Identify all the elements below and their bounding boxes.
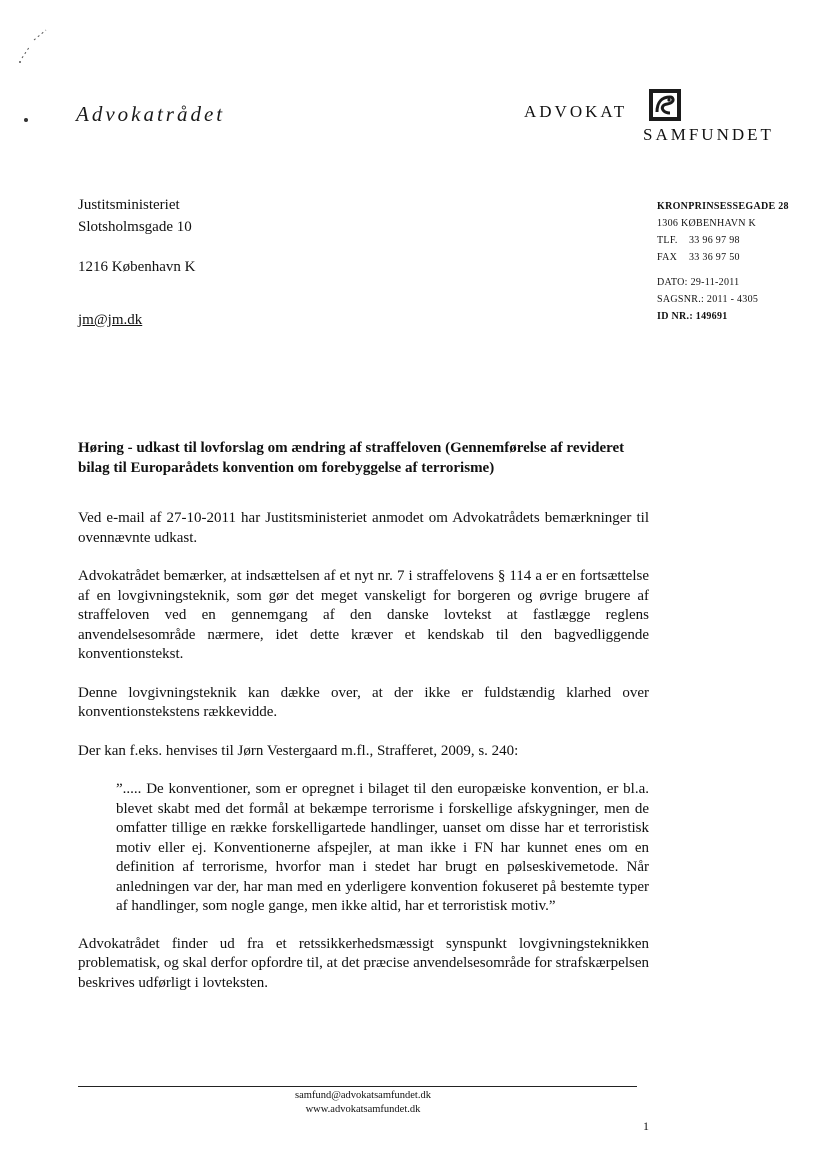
- paragraph-4: Der kan f.eks. henvises til Jørn Vestergaard m.fl., Strafferet, 2009, s. 240:: [78, 742, 519, 759]
- paragraph-1: Ved e-mail af 27-10-2011 har Justitsministeriet anmodet om Advokatrådets bemærkninger til ovennævnte udkast.: [78, 510, 649, 546]
- sender-fax: [657, 249, 789, 266]
- letter-body: [78, 509, 649, 1012]
- footer: [78, 1089, 648, 1117]
- footer-email[interactable]: samfund@advokatsamfundet.dk: [295, 1090, 431, 1101]
- paragraph-3: Denne lovgivningsteknik kan dække over, at der ikke er fuldstændig klarhed over konventionstekstens rækkevidde.: [78, 684, 649, 720]
- phone-number: 33 96 97 98: [689, 235, 740, 246]
- footer-divider: [78, 1086, 637, 1087]
- recipient-address: [78, 194, 195, 278]
- logo-line-advokat: ADVOKAT: [524, 102, 628, 121]
- sender-phone: [657, 232, 789, 249]
- case-number: SAGSNR.: 2011 - 4305: [657, 294, 759, 305]
- scan-mark: [16, 28, 56, 68]
- recipient-name: Justitsministeriet: [78, 197, 180, 213]
- block-quote: ”..... De konventioner, som er opregnet i bilaget til den europæiske konvention, er bl.a. blevet skabt med det formål at bekæmpe terrorisme i forskellige afskygninger, men de omfatter tillige en række forskelligartede handlinger, uanset om disse har et terroristisk motiv eller ej. Konventionerne afspejler, at man ikke i FN har kunnet enes om en definition af terrorisme, hvorfor man i stedet har brugt en pølseskivemetode. Når anledningen var der, har man med en yderligere konvention fokuseret på bestemte typer af handlinger, som nogle gange, men ikke altid, har et terroristisk motiv.”: [116, 781, 649, 914]
- letter-date: DATO: 29-11-2011: [657, 277, 740, 288]
- recipient-street: Slotsholmsgade 10: [78, 219, 192, 235]
- id-number: ID NR.: 149691: [657, 311, 728, 322]
- sender-info: [657, 198, 789, 325]
- paragraph-2: Advokatrådet bemærker, at indsættelsen af et nyt nr. 7 i straffelovens § 114 a er en fortsættelse af en lovgivningsteknik, som gør det meget vanskeligt for borgeren og øvrige brugere af straffeloven ved en gennemgang af den danske lovtekst at fastlægge reglens anvendelsesområde nærmere, idet dette kræver et kendskab til den bagvedliggende konventionstekst.: [78, 568, 649, 662]
- logo-line-samfundet: SAMFUNDET: [643, 125, 774, 144]
- recipient-email-link[interactable]: jm@jm.dk: [78, 312, 143, 328]
- scan-dot: [24, 118, 28, 122]
- fax-number: 33 36 97 50: [689, 252, 740, 263]
- fax-label: FAX: [657, 252, 678, 263]
- recipient-city: 1216 København K: [78, 259, 196, 275]
- footer-website[interactable]: www.advokatsamfundet.dk: [305, 1104, 421, 1115]
- advokatraadet-logo-text: Advokatrådet: [76, 102, 226, 126]
- sender-city: 1306 KØBENHAVN K: [657, 218, 757, 229]
- letter-subject: Høring - udkast til lovforslag om ændring af straffeloven (Gennemførelse af revideret bilag til Europarådets konvention om forebyggelse af terrorisme): [78, 440, 625, 476]
- advokatsamfundet-logo: [524, 96, 794, 148]
- sender-street: KRONPRINSESSEGADE 28: [657, 201, 789, 212]
- paragraph-5: Advokatrådet finder ud fra et retssikkerhedsmæssigt synspunkt lovgivningsteknikken problematisk, og skal derfor opfordre til, at det præcise anvendelsesområde for strafskærpelsen beskrives udførligt i lovteksten.: [78, 935, 649, 991]
- phone-label: TLF.: [657, 235, 678, 246]
- page-number: 1: [643, 1119, 649, 1133]
- seal-icon: [648, 88, 682, 122]
